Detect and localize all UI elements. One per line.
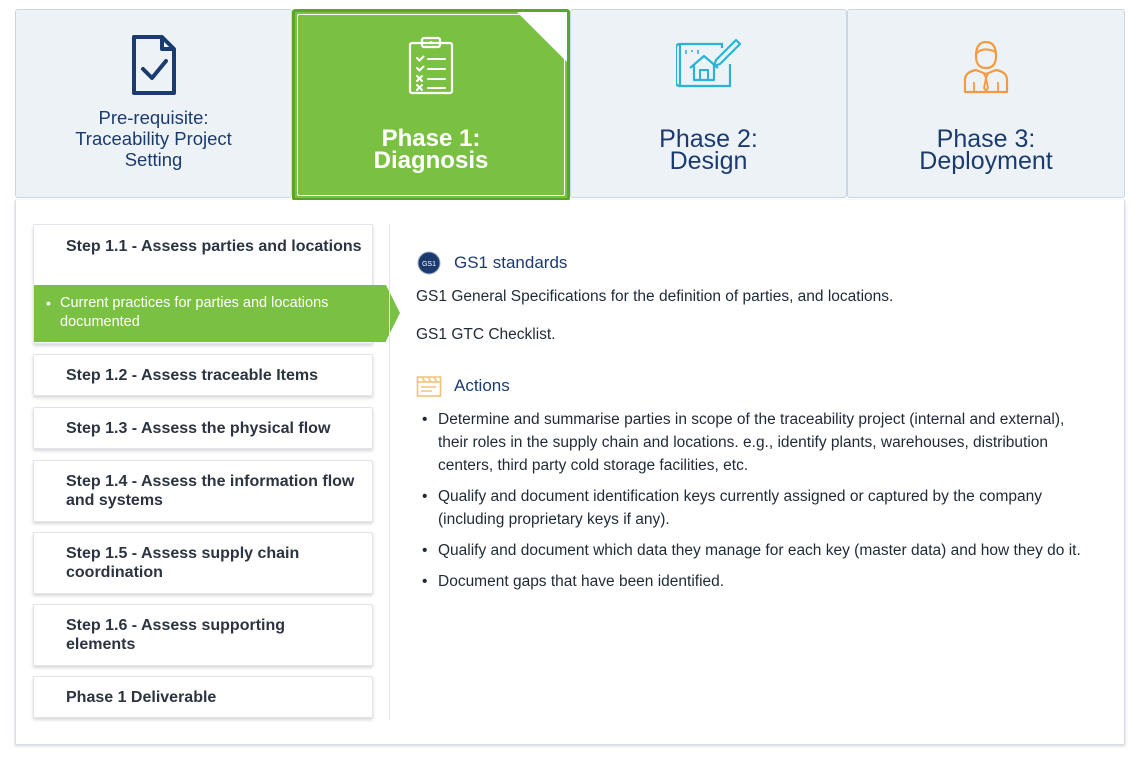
step-1-1[interactable] <box>33 224 373 344</box>
standard-item: GS1 GTC Checklist. <box>416 326 556 343</box>
actions-title: Actions <box>454 376 510 395</box>
action-item: • Qualify and document identification keys currently assigned or captured by the company (including proprietary keys if any). <box>416 485 1096 531</box>
phase-1-deliverable[interactable] <box>33 676 373 718</box>
step-1-4[interactable] <box>33 460 373 522</box>
substep-current-practices[interactable]: • Current practices for parties and locations documented <box>34 285 386 342</box>
selected-corner <box>517 12 567 62</box>
phase-tabs <box>15 9 1125 200</box>
column-divider <box>389 224 390 720</box>
step-1-1-label: Step 1.1 - Assess parties and locations <box>66 238 362 255</box>
tab-phase-1[interactable] <box>292 9 570 201</box>
document-check-icon <box>130 34 178 101</box>
tab-phase-2[interactable] <box>570 9 847 198</box>
step-1-3[interactable] <box>33 407 373 449</box>
clapperboard-icon <box>416 373 442 399</box>
gs1-logo-icon <box>416 250 442 276</box>
tab-prerequisite-label: Pre-requisite: Traceability Project Setting <box>75 107 232 170</box>
action-item: • Document gaps that have been identified. <box>416 570 1096 593</box>
phase-1-deliverable-label: Phase 1 Deliverable <box>66 688 217 706</box>
step-1-3-label: Step 1.3 - Assess the physical flow <box>66 419 331 437</box>
tab-phase-2-label: Phase 2: Design <box>659 125 758 175</box>
svg-text:GS1: GS1 <box>421 261 437 268</box>
blueprint-house-icon <box>676 38 742 97</box>
tab-phase-1-label: Phase 1: Diagnosis <box>373 125 489 174</box>
gs1-standards-title: GS1 standards <box>454 253 568 272</box>
standard-item: GS1 General Specifications for the definition of parties, and locations. <box>416 288 894 305</box>
tab-phase-3[interactable] <box>847 9 1125 198</box>
tab-phase-3-label: Phase 3: Deployment <box>919 125 1053 175</box>
gs1-standards-heading <box>416 250 567 276</box>
step-1-5[interactable] <box>33 532 373 594</box>
phase-content-panel <box>15 200 1125 745</box>
action-item: • Determine and summarise parties in scope of the traceability project (internal and external), their roles in the supply chain and locations. e.g., identify plants, warehouses, distribution centers, third party cold storage facilities, etc. <box>416 408 1096 477</box>
tab-prerequisite[interactable] <box>15 9 292 198</box>
step-1-2-label: Step 1.2 - Assess traceable Items <box>66 366 318 384</box>
clipboard-checklist-icon <box>407 36 455 101</box>
step-1-5-label: Step 1.5 - Assess supply chain coordination <box>66 545 300 581</box>
step-1-6-label: Step 1.6 - Assess supporting elements <box>66 617 286 653</box>
step-1-2[interactable] <box>33 354 373 396</box>
step-1-4-label: Step 1.4 - Assess the information flow and systems <box>66 473 355 509</box>
businessman-icon <box>962 38 1010 99</box>
step-1-6[interactable] <box>33 604 373 666</box>
actions-heading <box>416 373 510 399</box>
actions-list <box>416 408 1096 601</box>
action-item: • Qualify and document which data they manage for each key (master data) and how they do it. <box>416 539 1096 562</box>
